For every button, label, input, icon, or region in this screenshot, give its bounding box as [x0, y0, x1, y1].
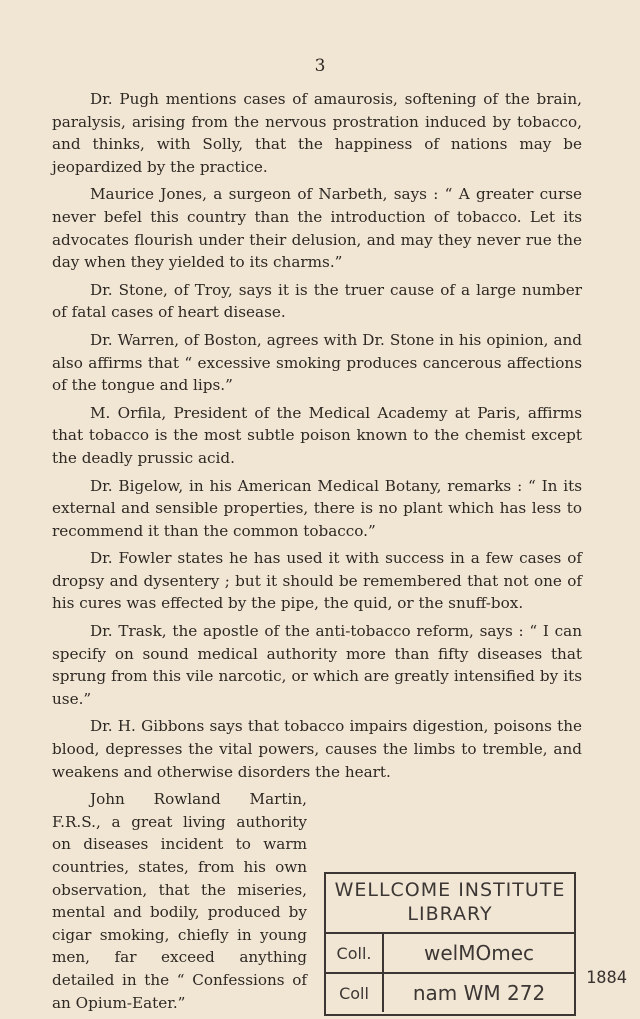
page-number: 3	[314, 56, 326, 76]
paragraph: M. Orfila, President of the Medical Academy at Paris, affirms that tobacco is the most subtle poison known to the chemist except the deadly prussic acid.	[52, 403, 582, 467]
stamp-row-value: nam WM 272	[412, 981, 546, 1005]
stamp-title-line2: LIBRARY	[407, 903, 493, 925]
stamp-row-label: Coll.	[326, 934, 384, 972]
paragraph: John Rowland Martin, F.R.S., a great living authority on diseases incident to warm countries, states, from his own observation, that the miseries, mental and bodily, produced by cigar smoking, chiefly in young men, far exceed anything detailed in the “ Confessions of an Opium-Eater.”	[52, 790, 307, 1012]
paragraph: Dr. Fowler states he has used it with success in a few cases of dropsy and dysentery ; but it should be remembered that not one of his cures was effected by the pipe, the quid, or the snuff-box.	[52, 549, 582, 613]
stamp-row-collection	[326, 932, 574, 972]
paragraph: Dr. Pugh mentions cases of amaurosis, softening of the brain, paralysis, arising from the nervous prostration induced by tobacco, and thinks, with Solly, that the happiness of nations may be jeopardized by the practice.	[52, 90, 582, 176]
stamp-row-label: Coll	[326, 974, 384, 1012]
paragraph: Dr. Bigelow, in his American Medical Botany, remarks : “ In its external and sensible properties, there is no plant which has less to recommend it than the common tobacco.”	[52, 476, 582, 540]
paragraph: Dr. H. Gibbons says that tobacco impairs digestion, poisons the blood, depresses the vital powers, causes the limbs to tremble, and weakens and otherwise disorders the heart.	[52, 717, 582, 781]
paragraph: Dr. Stone, of Troy, says it is the truer cause of a large number of fatal cases of heart disease.	[52, 280, 582, 322]
library-stamp	[324, 872, 576, 1016]
stamp-row-value: welMOmec	[424, 941, 534, 965]
paragraph: Dr. Trask, the apostle of the anti-tobacco reform, says : “ I can specify on sound medical authority more than fifty diseases that sprung from this vile narcotic, or which are greatly intensified by its use.”	[52, 622, 582, 708]
stamp-row-call-number	[326, 972, 574, 1012]
margin-note: 1884	[586, 968, 627, 988]
paragraph: Maurice Jones, a surgeon of Narbeth, says : “ A greater curse never befel this country than the introduction of tobacco. Let its advocates flourish under their delusion, and may they never rue the day when they yielded to its charms.”	[52, 185, 582, 272]
stamp-title-line1: WELLCOME INSTITUTE	[334, 879, 566, 901]
paragraph: Dr. Warren, of Boston, agrees with Dr. Stone in his opinion, and also affirms that “ excessive smoking produces cancerous affections of the tongue and lips.”	[52, 330, 582, 395]
